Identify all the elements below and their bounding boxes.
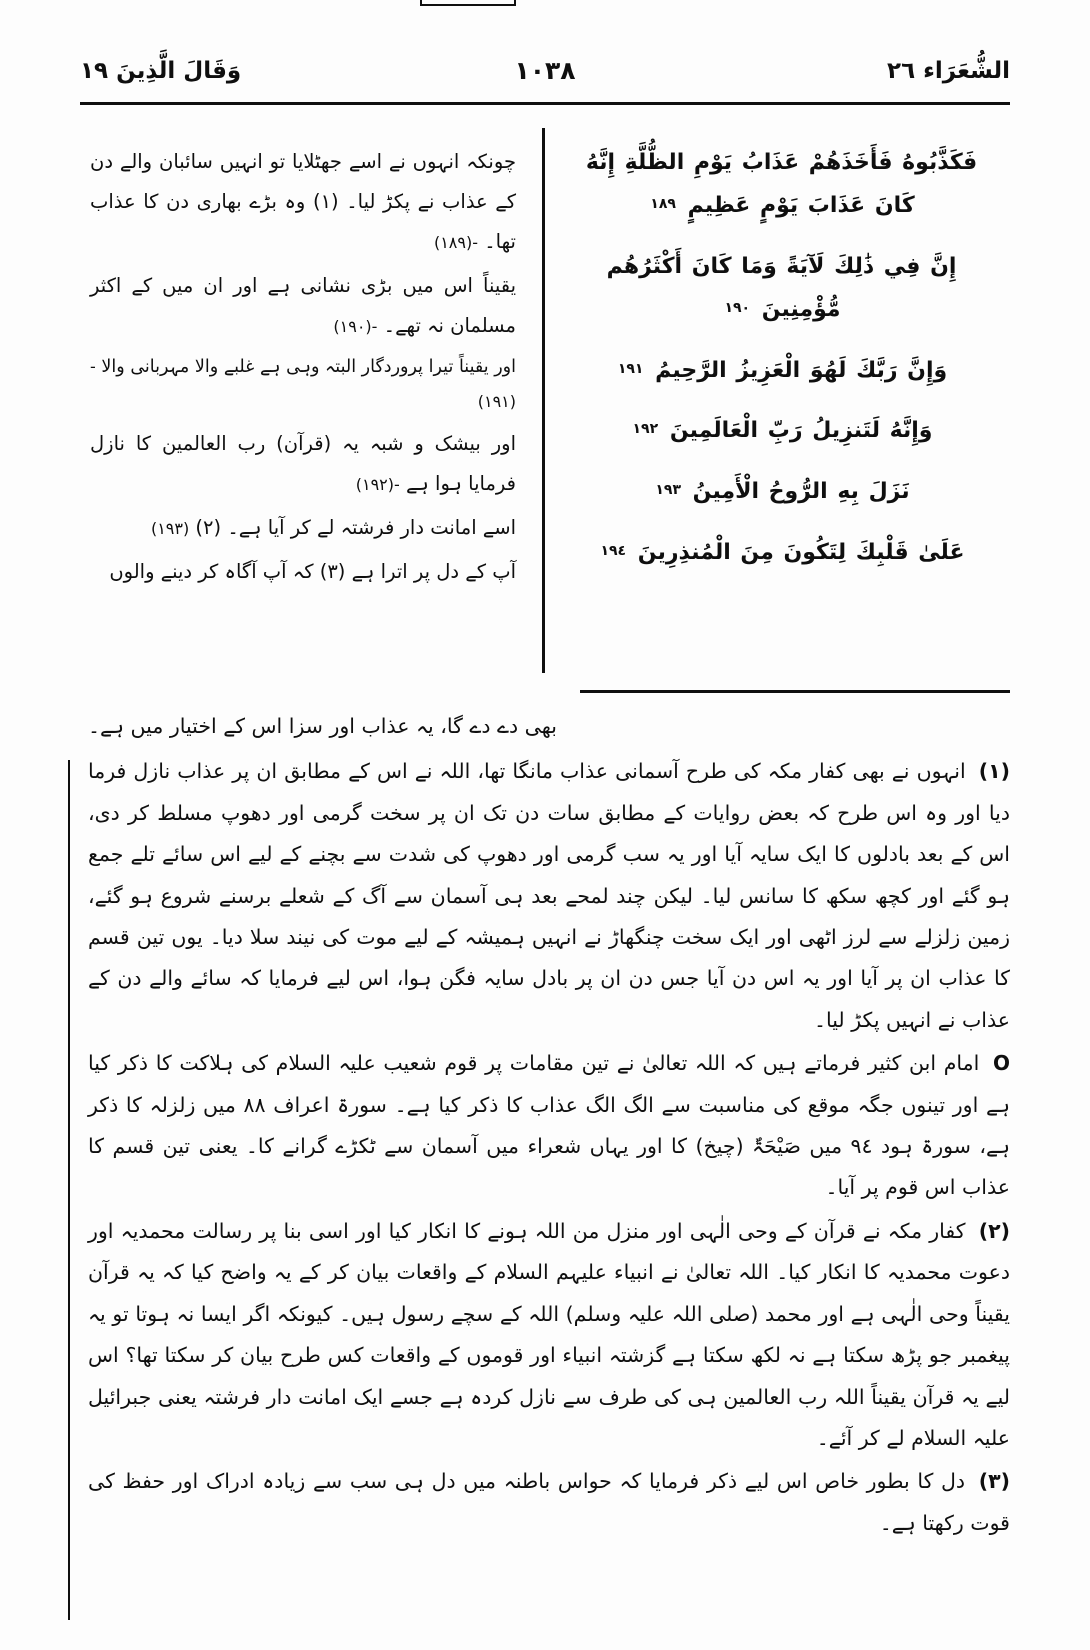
ayah-number: ١٩٤ [600, 543, 627, 560]
verse-number: -(١٨٩) [433, 232, 478, 252]
translation-block: اسے امانت دار فرشتہ لے کر آیا ہے۔ (٢) (١٩٣) [150, 515, 516, 539]
footnotes-section [88, 706, 1010, 1546]
ayah-verse: وَإِنَّهُ لَتَنزِيلُ رَبِّ الْعَالَمِينَ ١٩٢ [632, 418, 933, 444]
verse-reference: وَقَالَ الَّذِينَ ١٩ [80, 58, 242, 84]
margin-rule [68, 760, 70, 1620]
footnote-divider [580, 690, 1010, 693]
ayah-verse: نَزَلَ بِهِ الرُّوحُ الْأَمِينُ ١٩٣ [655, 479, 910, 505]
ayah-number: ١٩٢ [632, 421, 659, 438]
sura-name: الشُّعَرَاء ٢٦ [887, 58, 1010, 84]
footnote-text: امام ابن کثیر فرماتے ہیں کہ اللہ تعالیٰ نے تین مقامات پر قوم شعیب علیہ السلام کی ہلاکت کا ذکر کیا ہے اور تینوں جگہ موقع کی مناسبت سے الگ الگ عذاب کا ذکر کیا ہے۔ سورۃ اعراف ٨٨ میں زلزلہ کا ذکر ہے، سورۃ ہود ٩٤ میں صَیْحَۃٌ (چیخ) کا اور یہاں شعراء میں آسمان سے ٹکڑے گرانے کا۔ یعنی تین قسم کا عذاب اس قوم پر آیا۔ [88, 1051, 1010, 1200]
arabic-text-column [545, 128, 1010, 673]
translation-block: یقیناً اس میں بڑی نشانی ہے اور ان میں کے اکثر مسلمان نہ تھے۔ -(١٩٠) [90, 273, 516, 337]
verse-number: (١٩٣) [150, 518, 190, 538]
translation-block: آپ کے دل پر اترا ہے (٣) کہ آپ آگاہ کر دینے والوں [109, 559, 516, 583]
ayah-verse: إِنَّ فِي ذَٰلِكَ لَآيَةً وَمَا كَانَ أَكْثَرُهُم مُّؤْمِنِينَ ١٩٠ [606, 253, 957, 322]
footnote-text: انہوں نے بھی کفار مکہ کی طرح آسمانی عذاب مانگا تھا، اللہ نے اس کے مطابق ان پر عذاب نازل فرما دیا اور وہ اس طرح کہ بعض روایات کے مطابق سات دن تک ان پر سخت گرمی اور دھوپ مسلط کر دی، اس کے بعد بادلوں کا ایک سایہ آیا اور یہ سب گرمی اور دھوپ کی شدت سے بچنے کے لیے اس سائے تلے جمع ہو گئے اور کچھ سکھ کا سانس لیا۔ لیکن چند لمحے بعد ہی آسمان سے آگ کے شعلے برسنے شروع ہو گئے، زمین زلزلے سے لرز اٹھی اور ایک سخت چنگھاڑ نے انہیں ہمیشہ کے لیے موت کی نیند سلا دیا۔ یوں تین قسم کا عذاب ان پر آیا اور یہ اس دن آیا جس دن ان پر بادل سایہ فگن ہوا، اس لیے فرمایا کہ سائے والے دن کے عذاب نے انہیں پکڑ لیا۔ [88, 759, 1010, 1032]
ayah-number: ١٩١ [617, 360, 644, 377]
running-header [80, 58, 1010, 100]
main-columns [80, 128, 1010, 673]
verse-number: -(١٩٢) [355, 474, 400, 494]
footnote-marker: O [992, 1051, 1010, 1076]
ayah-number: ١٨٩ [650, 195, 676, 212]
footnote-lead: بھی دے دے گا، یہ عذاب اور سزا اس کے اختیار میں ہے۔ [88, 714, 557, 738]
page-number: ١٠٣٨ [514, 56, 576, 85]
urdu-translation-column [80, 128, 545, 673]
translation-block: چونکہ انہوں نے اسے جھٹلایا تو انہیں سائبان والے دن کے عذاب نے پکڑ لیا۔ (١) وہ بڑے بھاری دن کا عذاب تھا۔ -(١٨٩) [90, 150, 516, 253]
verse-number: -(١٩٠) [333, 316, 378, 336]
ayah-verse: وَإِنَّ رَبَّكَ لَهُوَ الْعَزِيزُ الرَّحِيمُ ١٩١ [617, 357, 948, 383]
header-divider [80, 102, 1010, 105]
translation-block: اور بیشک و شبہ یہ (قرآن) رب العالمین کا نازل فرمایا ہوا ہے -(١٩٢) [90, 431, 516, 495]
footnote-text: دل کا بطور خاص اس لیے ذکر فرمایا کہ حواس باطنہ میں دل ہی سب سے زیادہ ادراک اور حفظ کی قوت رکھتا ہے۔ [88, 1469, 1010, 1535]
ayah-number: ١٩٠ [724, 299, 751, 316]
footnote-item [88, 751, 1010, 1041]
ayah-number: ١٩٣ [655, 482, 681, 499]
footnote-text: کفار مکہ نے قرآن کے وحی الٰہی اور منزل من اللہ ہونے کا انکار کیا اور اسی بنا پر رسالت محمدیہ اور دعوت محمدیہ کا انکار کیا۔ اللہ تعالیٰ نے انبیاء علیہم السلام کے واقعات بیان کر کے یہ واضح کیا کہ یہ قرآن یقیناً وحی الٰہی ہے اور محمد (صلی اللہ علیہ وسلم) اللہ کے سچے رسول ہیں۔ کیونکہ اگر ایسا نہ ہوتا تو یہ پیغمبر جو پڑھ سکتا ہے نہ لکھ سکتا ہے گزشتہ انبیاء اور قوموں کے واقعات کس طرح بیان کر سکتا تھا؟ اس لیے یہ قرآن یقیناً اللہ رب العالمین ہی کی طرف سے نازل کردہ ہے جسے ایک امانت دار فرشتہ یعنی جبرائیل علیہ السلام لے کر آئے۔ [88, 1218, 1010, 1450]
footnote-marker: (٢) [978, 1218, 1010, 1243]
crop-mark [420, 0, 516, 6]
ayah-verse: فَكَذَّبُوهُ فَأَخَذَهُمْ عَذَابُ يَوْمِ الظُّلَّةِ إِنَّهُ كَانَ عَذَابَ يَوْمٍ عَظِيمٍ ١٨٩ [585, 150, 978, 218]
translation-block: اور یقیناً تیرا پروردگار البتہ وہی ہے غلبے والا مہربانی والا -(١٩١) [90, 356, 516, 411]
footnote-marker: (٣) [978, 1469, 1010, 1494]
verse-number: -(١٩١) [90, 356, 516, 411]
footnote-item [88, 1211, 1010, 1459]
footnote-item [88, 1043, 1010, 1209]
footnote-marker: (١) [978, 759, 1010, 784]
ayah-verse: عَلَىٰ قَلْبِكَ لِتَكُونَ مِنَ الْمُنذِرِينَ ١٩٤ [600, 540, 965, 566]
footnote-item [88, 1461, 1010, 1544]
